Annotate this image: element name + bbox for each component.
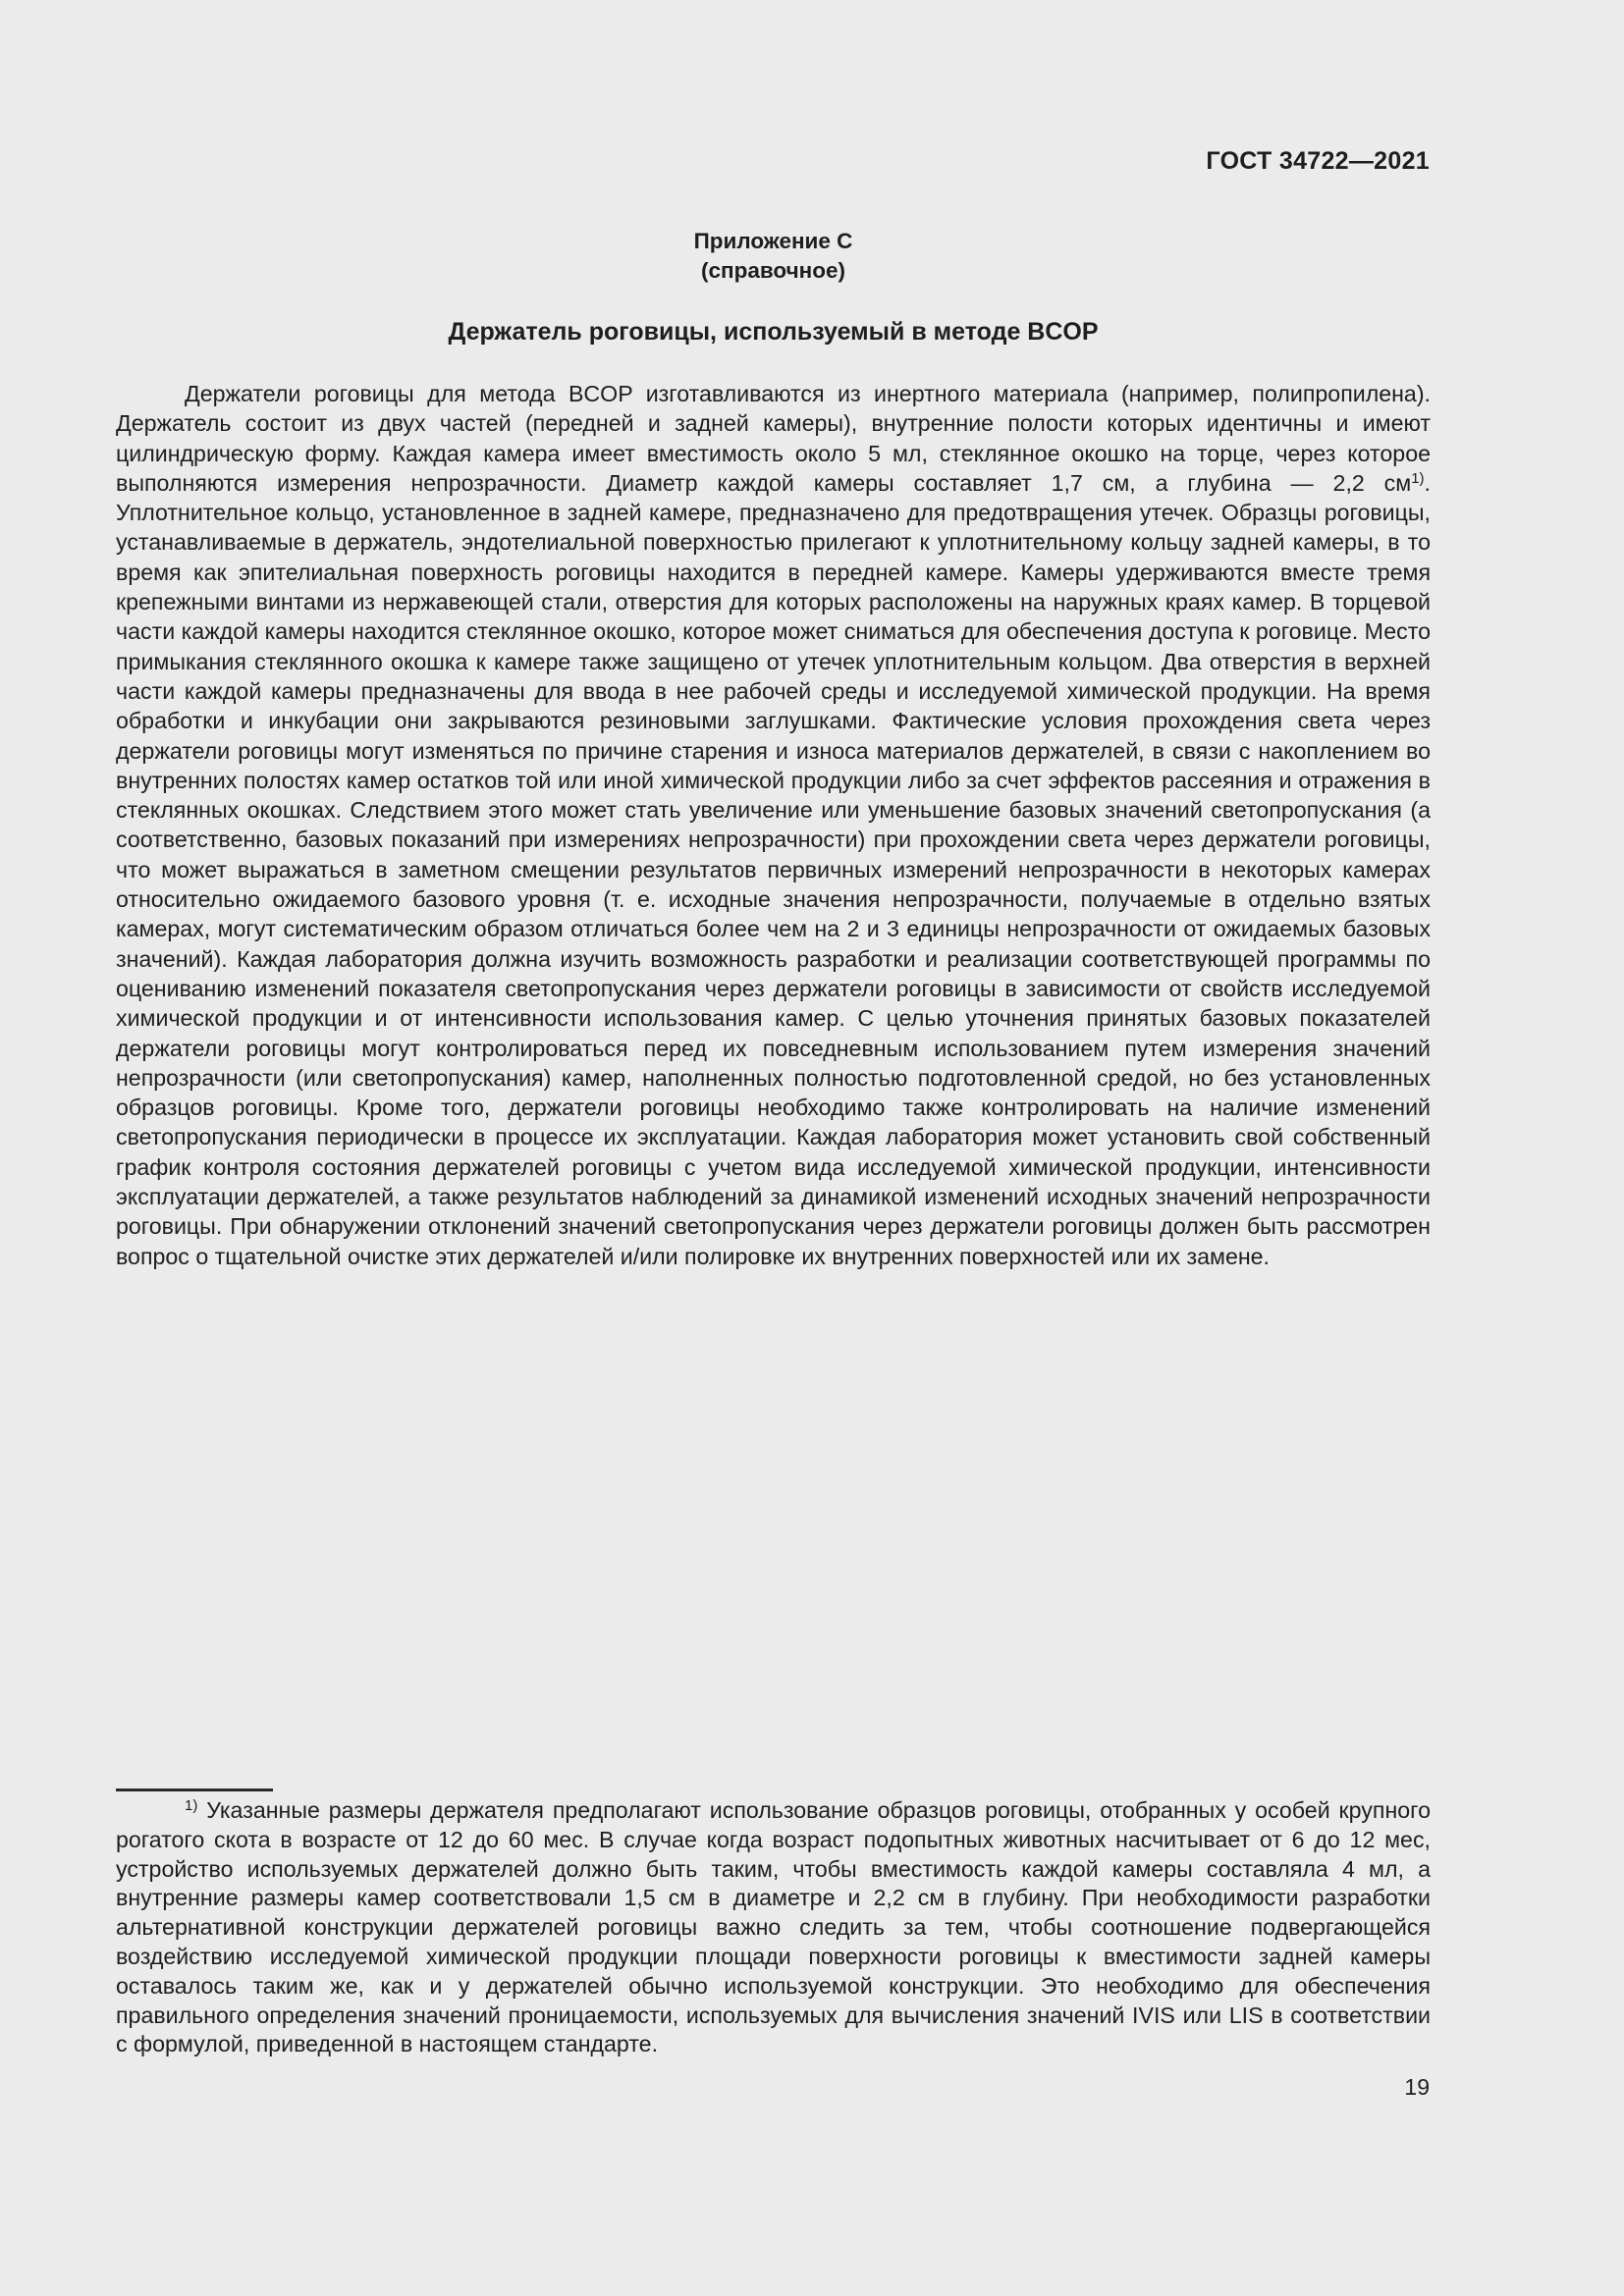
appendix-heading bbox=[116, 227, 1431, 286]
appendix-subtitle: (справочное) bbox=[701, 258, 845, 283]
document-code: ГОСТ 34722—2021 bbox=[1206, 147, 1430, 175]
footnote bbox=[116, 1796, 1431, 2059]
body-text-part1: Держатели роговицы для метода BCOP изготавливаются из инертного материала (например, полипропилена). Держатель состоит из двух частей (передней и задней камеры), внутренние полости которых идентичны и имеют цилиндрическую форму. Каждая камера имеет вместимость около 5 мл, стеклянное окошко на торце, через которое выполняются измерения непрозрачности. Диаметр каждой камеры составляет 1,7 см, а глубина — 2,2 см bbox=[116, 381, 1431, 496]
body-paragraph bbox=[116, 379, 1431, 1271]
footnote-reference: 1) bbox=[1411, 469, 1425, 487]
footnote-marker: 1) bbox=[185, 1797, 198, 1814]
footnote-divider bbox=[116, 1789, 273, 1791]
body-text-part2: . Уплотнительное кольцо, установленное в задней камере, предназначено для предотвращения утечек. Образцы роговицы, устанавливаемые в держатель, эндотелиальной поверхностью прилегают к уплотнительному кольцу задней камеры, в то время как эпителиальная поверхность роговицы находится в передней камере. Камеры удерживаются вместе тремя крепежными винтами из нержавеющей стали, отверстия для которых расположены на наружных краях камер. В торцевой части каждой камеры находится стеклянное окошко, которое может сниматься для обеспечения доступа к роговице. Место примыкания стеклянного окошка к камере также защищено от утечек уплотнительным кольцом. Два отверстия в верхней части каждой камеры предназначены для ввода в нее рабочей среды и исследуемой химической продукции. На время обработки и инкубации они закрываются резиновыми заглушками. Фактические условия прохождения света через держатели роговицы могут изменяться по причине старения и износа материалов держателей, в связи с накоплением во внутренних полостях камер остатков той или иной химической продукции либо за счет эффектов рассеяния и отражения в стеклянных окошках. Следствием этого может стать увеличение или уменьшение базовых значений светопропускания (а соответственно, базовых показаний при измерениях непрозрачности) при прохождении света через держатели роговицы, что может выражаться в заметном смещении результатов первичных измерений непрозрачности в некоторых камерах относительно ожидаемого базового уровня (т. е. исходные значения непрозрачности, получаемые в отдельно взятых камерах, могут систематическим образом отличаться более чем на 2 и 3 единицы непрозрачности от ожидаемых базовых значений). Каждая лаборатория должна изучить возможность разработки и реализации соответствующей программы по оцениванию изменений показателя светопропускания через держатели роговицы в зависимости от свойств исследуемой химической продукции и от интенсивности использования камер. С целью уточнения принятых базовых показателей держатели роговицы могут контролироваться перед их повседневным использованием путем измерения значений непрозрачности (или светопропускания) камер, наполненных полностью подготовленной средой, но без установленных образцов роговицы. Кроме того, держатели роговицы необходимо также контролировать на наличие изменений светопропускания периодически в процессе их эксплуатации. Каждая лаборатория может установить свой собственный график контроля состояния держателей роговицы с учетом вида исследуемой химической продукции, интенсивности эксплуатации держателей, а также результатов наблюдений за динамикой изменений исходных значений непрозрачности роговицы. При обнаружении отклонений значений светопропускания через держатели роговицы должен быть рассмотрен вопрос о тщательной очистке этих держателей и/или полировке их внутренних поверхностей или их замене. bbox=[116, 469, 1431, 1269]
appendix-title: Приложение С bbox=[693, 229, 853, 253]
page-number: 19 bbox=[1404, 2074, 1430, 2100]
footnote-body: Указанные размеры держателя предполагают использование образцов роговицы, отобранных у особей крупного рогатого скота в возрасте от 12 до 60 мес. В случае когда возраст подопытных животных насчитывает от 6 до 12 мес, устройство используемых держателей должно быть таким, чтобы вместимость каждой камеры составляла 4 мл, а внутренние размеры камер соответствовали 1,5 см в диаметре и 2,2 см в глубину. При необходимости разработки альтернативной конструкции держателей роговицы важно следить за тем, чтобы соотношение подвергающейся воздействию исследуемой химической продукции площади поверхности роговицы к вместимости задней камеры оставалось таким же, как и у держателей обычно используемой конструкции. Это необходимо для обеспечения правильного определения значений проницаемости, используемых для вычисления значений IVIS или LIS в соответствии с формулой, приведенной в настоящем стандарте. bbox=[116, 1797, 1431, 2057]
section-title: Держатель роговицы, используемый в методе BCOP bbox=[448, 318, 1099, 346]
